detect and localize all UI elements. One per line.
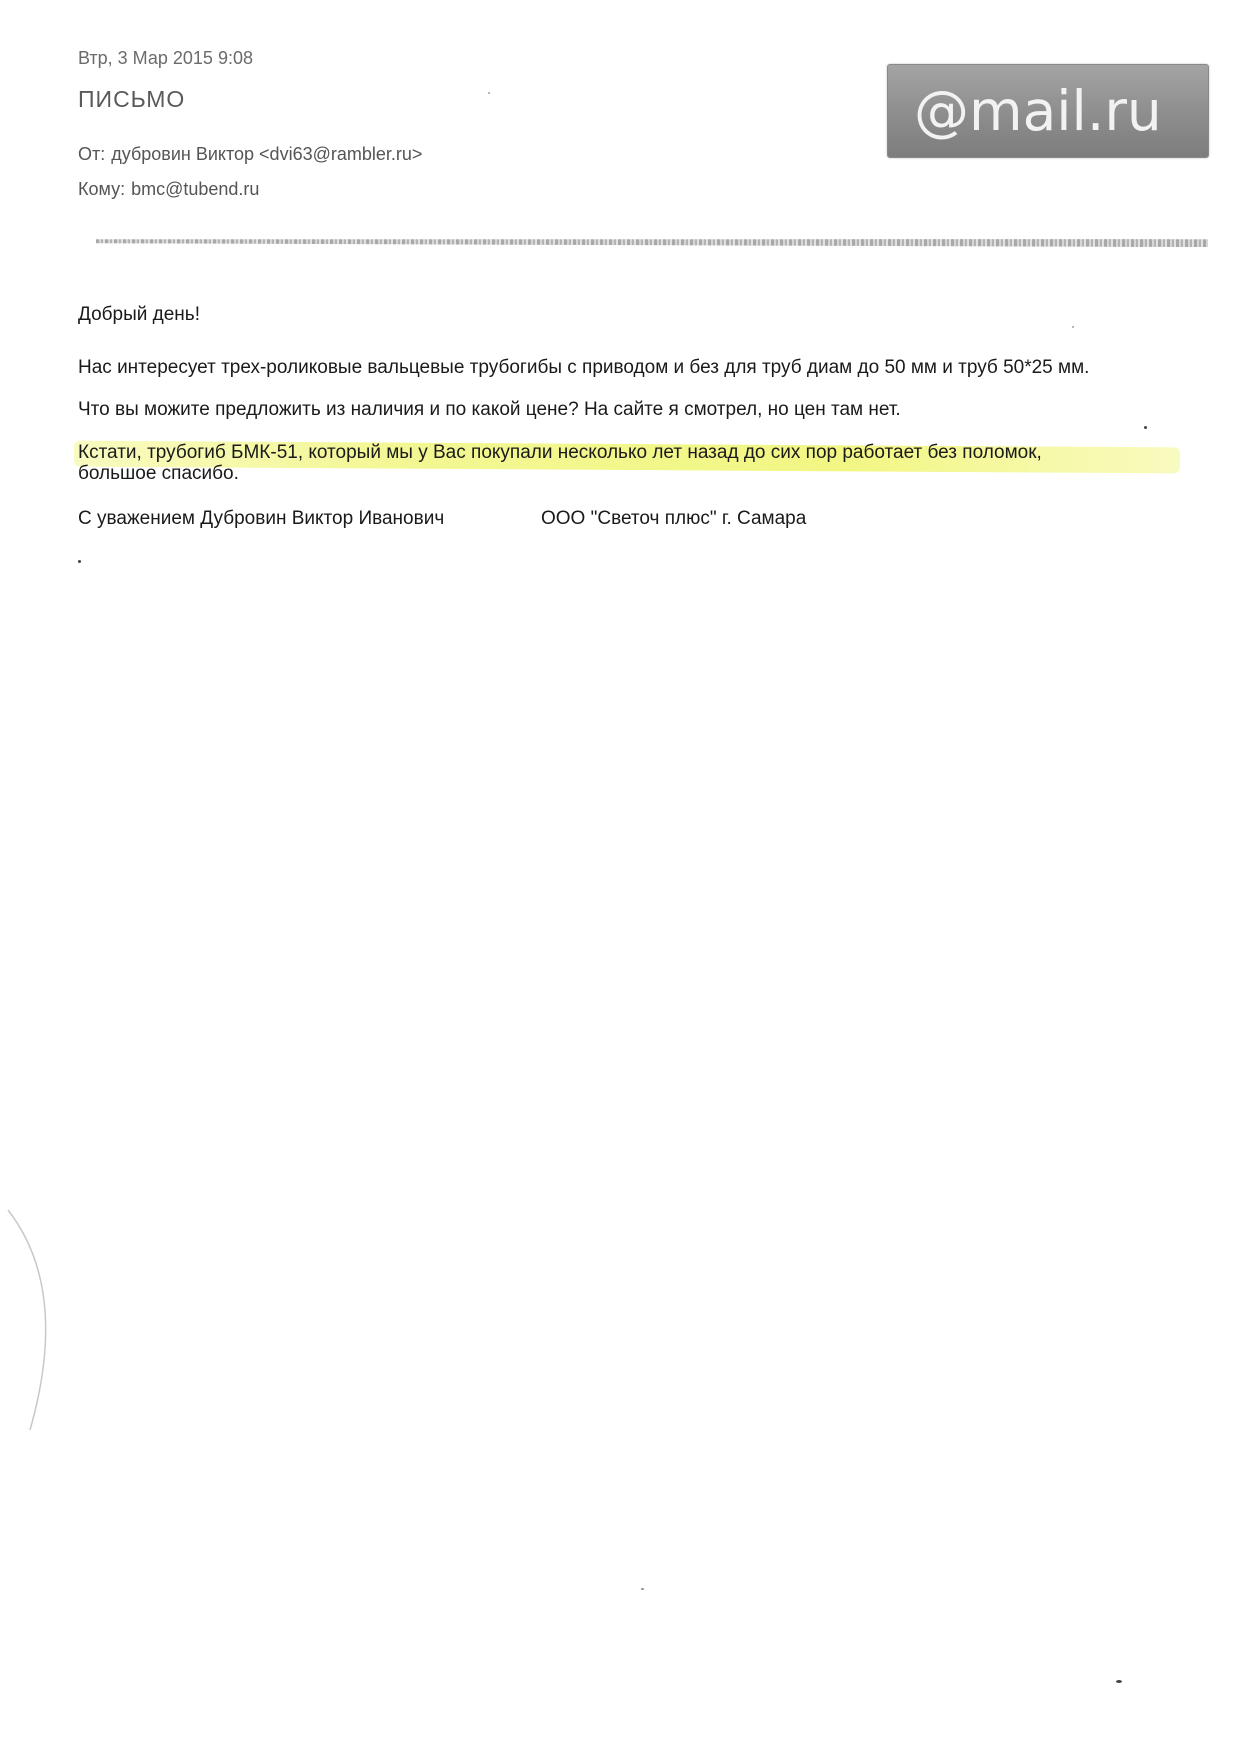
recipient-line [78,179,259,200]
header-divider [96,237,1208,247]
interest-paragraph: Нас интересует трех-роликовые вальцевые трубогибы с приводом и без для труб диам до 50 мм и труб 50*25 мм. [78,357,1090,378]
sender-value: дубровин Виктор <dvi63@rambler.ru> [111,144,423,164]
signature-name: С уважением Дубровин Виктор Иванович [78,508,445,529]
scan-speck [488,92,490,94]
scan-speck [1116,1680,1122,1683]
thanks-line-2: большое спасибо. [78,463,239,484]
mail-ru-logo-text: @mail.ru [914,79,1162,143]
scan-speck [1072,326,1074,328]
email-date: Втр, 3 Мар 2015 9:08 [78,48,253,68]
question-paragraph: Что вы можите предложить из наличия и по какой цене? На сайте я смотрел, но цен там нет. [78,399,901,420]
thanks-paragraph [78,442,1042,484]
sender-label: От: [78,144,106,164]
sender-line [78,144,422,165]
scan-speck [1144,426,1147,429]
signature-company: ООО "Светоч плюс" г. Самара [541,508,807,529]
scan-speck [641,1588,644,1590]
greeting-text: Добрый день! [78,304,200,325]
mail-ru-logo [887,64,1209,158]
recipient-value: bmc@tubend.ru [131,179,260,199]
thanks-line-1: Кстати, трубогиб БМК-51, который мы у Вас покупали несколько лет назад до сих пор работает без поломок, [78,442,1042,463]
email-heading: ПИСЬМО [78,86,186,112]
recipient-label: Кому: [78,179,126,199]
scan-edge-shadow [0,1200,70,1440]
scan-speck [78,560,81,563]
